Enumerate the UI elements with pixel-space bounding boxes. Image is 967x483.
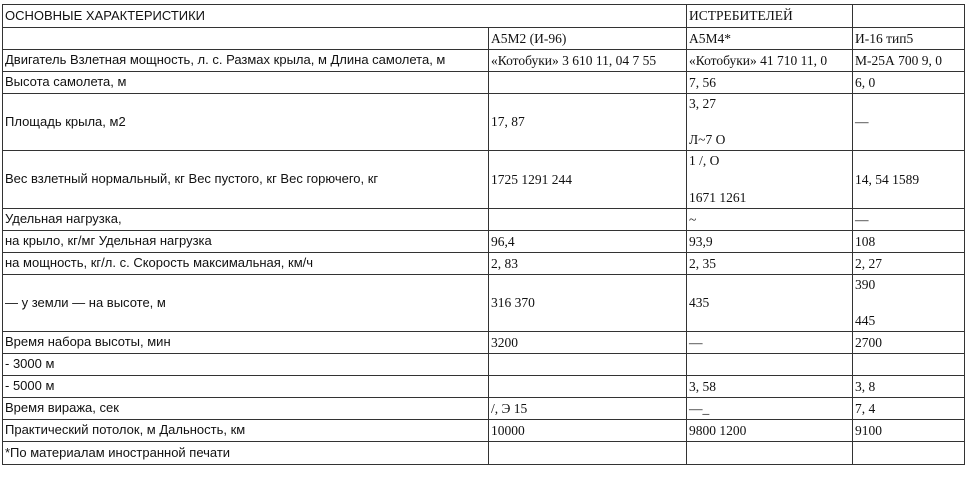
cell-i16 — [853, 354, 965, 376]
cell-i16: 3, 8 — [853, 376, 965, 398]
cell-a5m2: /, Э 15 — [489, 398, 687, 420]
cell-a5m2 — [489, 376, 687, 398]
cell-a5m4-bottom: Л~7 О — [689, 132, 726, 148]
row-label: Практический потолок, м Дальность, км — [3, 420, 489, 442]
cell-i16: М-25А 700 9, 0 — [853, 50, 965, 72]
cell-a5m4: 93,9 — [687, 231, 853, 253]
table-row — [3, 72, 965, 94]
cell-a5m2 — [489, 354, 687, 376]
column-header-i16: И-16 тип5 — [853, 28, 965, 50]
cell-a5m4: — — [687, 332, 853, 354]
cell-a5m4: 2, 35 — [687, 253, 853, 275]
cell-i16: 14, 54 1589 — [853, 151, 965, 209]
row-label: Вес взлетный нормальный, кг Вес пустого, кг Вес горючего, кг — [3, 151, 489, 209]
table-title: ОСНОВНЫЕ ХАРАКТЕРИСТИКИ — [3, 5, 687, 28]
cell-i16 — [853, 275, 965, 332]
cell-i16: — — [853, 94, 965, 151]
cell-a5m2 — [489, 209, 687, 231]
table-row — [3, 332, 965, 354]
empty-cell — [687, 442, 853, 465]
cell-a5m4: —_ — [687, 398, 853, 420]
cell-a5m4-bottom: 1671 1261 — [689, 190, 747, 206]
cell-a5m2 — [489, 72, 687, 94]
cell-i16: 2700 — [853, 332, 965, 354]
cell-a5m4-top: 3, 27 — [689, 96, 716, 111]
cell-a5m2: 17, 87 — [489, 94, 687, 151]
characteristics-table — [2, 4, 965, 465]
row-label: Высота самолета, м — [3, 72, 489, 94]
table-row — [3, 275, 965, 332]
header-row — [3, 5, 965, 28]
row-label: на мощность, кг/л. с. Скорость максимальная, км/ч — [3, 253, 489, 275]
table-row — [3, 231, 965, 253]
table-title-group: ИСТРЕБИТЕЛЕЙ — [687, 5, 853, 28]
row-label: Время набора высоты, мин — [3, 332, 489, 354]
cell-a5m2: 96,4 — [489, 231, 687, 253]
cell-a5m2: 316 370 — [489, 275, 687, 332]
cell-i16-top: 390 — [855, 277, 876, 292]
cell-a5m4 — [687, 354, 853, 376]
table-row — [3, 398, 965, 420]
table-row — [3, 209, 965, 231]
column-header-a5m4: А5М4* — [687, 28, 853, 50]
table-row — [3, 376, 965, 398]
table-row — [3, 50, 965, 72]
table-row — [3, 253, 965, 275]
cell-a5m4: «Котобуки» 41 710 11, 0 — [687, 50, 853, 72]
cell-i16: 2, 27 — [853, 253, 965, 275]
cell-i16: 9100 — [853, 420, 965, 442]
cell-a5m2: 10000 — [489, 420, 687, 442]
cell-a5m4-top: 1 /, О — [689, 153, 720, 168]
row-label: на крыло, кг/мг Удельная нагрузка — [3, 231, 489, 253]
row-label: - 5000 м — [3, 376, 489, 398]
row-label: - 3000 м — [3, 354, 489, 376]
cell-a5m4 — [687, 151, 853, 209]
cell-i16: 6, 0 — [853, 72, 965, 94]
row-label: Удельная нагрузка, — [3, 209, 489, 231]
cell-a5m2: 3200 — [489, 332, 687, 354]
cell-a5m2: 2, 83 — [489, 253, 687, 275]
table-row — [3, 151, 965, 209]
cell-a5m2: 1725 1291 244 — [489, 151, 687, 209]
table-row — [3, 420, 965, 442]
column-header-a5m2: А5М2 (И-96) — [489, 28, 687, 50]
empty-cell — [3, 28, 489, 50]
cell-a5m4: ~ — [687, 209, 853, 231]
cell-a5m4: 435 — [687, 275, 853, 332]
row-label: — у земли — на высоте, м — [3, 275, 489, 332]
column-header-row — [3, 28, 965, 50]
cell-a5m4: 7, 56 — [687, 72, 853, 94]
table-row — [3, 94, 965, 151]
empty-cell — [853, 442, 965, 465]
table-row — [3, 354, 965, 376]
cell-i16: 108 — [853, 231, 965, 253]
footnote-row — [3, 442, 965, 465]
cell-a5m2: «Котобуки» 3 610 11, 04 7 55 — [489, 50, 687, 72]
cell-a5m4: 9800 1200 — [687, 420, 853, 442]
cell-i16: — — [853, 209, 965, 231]
cell-i16: 7, 4 — [853, 398, 965, 420]
empty-cell — [853, 5, 965, 28]
cell-a5m4 — [687, 94, 853, 151]
row-label: Площадь крыла, м2 — [3, 94, 489, 151]
footnote: *По материалам иностранной печати — [3, 442, 489, 465]
row-label: Время виража, сек — [3, 398, 489, 420]
cell-a5m4: 3, 58 — [687, 376, 853, 398]
cell-i16-bottom: 445 — [855, 313, 876, 329]
empty-cell — [489, 442, 687, 465]
row-label: Двигатель Взлетная мощность, л. с. Размах крыла, м Длина самолета, м — [3, 50, 489, 72]
